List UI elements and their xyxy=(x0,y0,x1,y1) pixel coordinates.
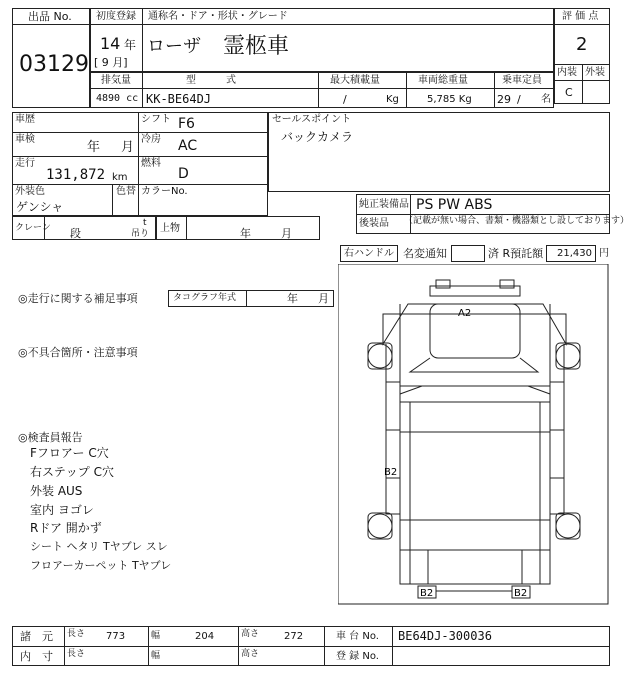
oem-label: 純正装備品 xyxy=(359,199,409,210)
chassis-value: BE64DJ-300036 xyxy=(398,629,492,643)
name-change-box xyxy=(451,245,485,262)
interior-grade-label: 内装 xyxy=(557,67,577,78)
inspector-report-title: ◎検査員報告 xyxy=(18,431,83,444)
vehicle-diagram xyxy=(338,264,610,610)
first-reg-year: 14 xyxy=(100,34,121,53)
shaken-month-unit: 月 xyxy=(121,140,135,155)
shaken-label: 車検 xyxy=(15,134,35,145)
damage-mark: B2 xyxy=(514,588,528,599)
spec-label: 諸 元 xyxy=(20,630,53,643)
max-load-value: / xyxy=(343,93,347,106)
gross-weight-label: 車両総重量 xyxy=(418,75,468,86)
gross-weight-value: 5,785 Kg xyxy=(427,94,472,105)
damage-mark: A2 xyxy=(458,308,472,319)
width-value: 204 xyxy=(195,631,215,642)
fuel-value: D xyxy=(178,166,189,182)
max-load-label: 最大積載量 xyxy=(330,75,380,86)
ext-color-value: ゲンシャ xyxy=(16,200,64,214)
sales-point-label: セールスポイント xyxy=(272,114,352,125)
tachograph-year: 年 xyxy=(287,292,298,305)
inspector-line: シート ヘタリ Tヤブレ スレ xyxy=(30,540,168,553)
oem-value: PS PW ABS xyxy=(416,197,493,213)
wheel-front-left xyxy=(368,344,392,368)
length-label: 長さ xyxy=(67,629,86,639)
grade-label: 評 価 点 xyxy=(562,11,599,22)
shaken-year-unit: 年 xyxy=(87,140,101,155)
mileage-label: 走行 xyxy=(15,158,35,169)
first-reg-month: [ 9 月] xyxy=(94,56,128,69)
inner-width-label: 幅 xyxy=(151,651,161,661)
lift-month: 月 xyxy=(281,227,292,240)
inspector-line: Rドア 開かず xyxy=(30,521,102,535)
diagram-frame xyxy=(338,264,608,604)
wheel-front-right xyxy=(556,344,580,368)
first-reg-label: 初度登録 xyxy=(96,11,136,22)
grade-value: 2 xyxy=(576,34,588,55)
wheel-rear-right xyxy=(556,514,580,538)
model-label: 型 式 xyxy=(186,75,236,86)
model-value: KK-BE64DJ xyxy=(146,92,212,106)
inspector-line: 室内 ヨゴレ xyxy=(30,503,94,517)
inspector-line: 外装 AUS xyxy=(30,484,83,498)
lift-label: 上物 xyxy=(160,223,180,234)
capacity-label: 乗車定員 xyxy=(502,75,542,86)
car-body: 霊柩車 xyxy=(223,34,290,59)
inspector-line: 右ステップ C穴 xyxy=(30,465,114,479)
lift-box xyxy=(156,216,320,240)
damage-mark: B2 xyxy=(384,467,398,478)
inspector-line: フロアーカーペット Tヤブレ xyxy=(30,559,172,572)
sales-point-value: バックカメラ xyxy=(281,130,354,144)
left-side-panel xyxy=(386,344,400,514)
exterior-grade-label: 外装 xyxy=(585,67,605,78)
steering-value: 右ハンドル xyxy=(344,248,394,259)
shift-value: F6 xyxy=(178,116,195,132)
capacity-value: 29 xyxy=(497,93,511,106)
crane-stage: 段 xyxy=(70,227,81,240)
color-code-label: カラーNo. xyxy=(141,186,188,197)
ext-color-label: 外装色 xyxy=(15,186,45,197)
capacity-unit: 名 xyxy=(541,94,551,105)
damage-mark: B2 xyxy=(420,588,434,599)
lot-number: 03129 xyxy=(19,52,89,77)
defect-notes-title: ◎不具合箇所・注意事項 xyxy=(18,346,138,359)
ac-label: 冷房 xyxy=(141,134,161,145)
displacement-label: 排気量 xyxy=(101,75,131,86)
right-mirror-stay xyxy=(500,280,514,288)
color-no-label: 色替 xyxy=(116,186,136,197)
displacement-value: 4890 cc xyxy=(96,93,139,104)
crane-hang: 吊り xyxy=(131,229,150,239)
inner-label: 内 寸 xyxy=(20,650,53,663)
crane-ton: t xyxy=(143,218,147,228)
aftermarket-note: （記載が無い場合、書類・機器類とし設しております） xyxy=(404,216,630,226)
max-load-unit: Kg xyxy=(386,94,399,105)
inner-length-label: 長さ xyxy=(67,649,86,659)
width-label: 幅 xyxy=(151,631,161,641)
ac-value: AC xyxy=(178,138,198,154)
windshield xyxy=(430,304,520,358)
history-label: 車歴 xyxy=(15,114,35,125)
crane-label: クレーン xyxy=(15,223,51,233)
body-outline xyxy=(400,304,550,584)
recycle-label: 済 R預託額 xyxy=(488,247,544,260)
shift-label: シフト xyxy=(141,114,171,125)
lot-label: 出品 No. xyxy=(28,10,72,23)
mileage-unit: km xyxy=(112,172,128,183)
inner-height-label: 高さ xyxy=(241,649,260,659)
wheel-rear-left xyxy=(368,514,392,538)
car-name: ローザ xyxy=(147,36,201,57)
reg-label: 登 録 No. xyxy=(336,651,379,662)
name-label: 通称名・ドア・形状・グレード xyxy=(148,11,288,22)
fuel-label: 燃料 xyxy=(141,158,161,169)
cowl xyxy=(410,358,538,372)
tachograph-label: タコグラフ年式 xyxy=(173,293,237,303)
chassis-label: 車 台 No. xyxy=(336,631,379,642)
driving-notes-title: ◎走行に関する補足事項 xyxy=(18,292,138,305)
height-label: 高さ xyxy=(241,629,260,639)
mileage-value: 131,872 xyxy=(46,167,106,183)
capacity-separator: / xyxy=(517,93,521,106)
yen-unit: 円 xyxy=(599,248,609,259)
name-change-label: 名変通知 xyxy=(403,247,447,260)
left-mirror-stay xyxy=(436,280,450,288)
recycle-amount: 21,430 xyxy=(557,248,592,259)
height-value: 272 xyxy=(284,631,304,642)
lift-year: 年 xyxy=(240,227,251,240)
interior-grade: C xyxy=(565,86,573,99)
tachograph-month: 月 xyxy=(318,292,329,305)
inspector-line: Fフロアー C穴 xyxy=(30,446,109,460)
length-value: 773 xyxy=(106,631,126,642)
first-reg-year-unit: 年 xyxy=(124,38,137,52)
aftermarket-label: 後装品 xyxy=(359,218,389,229)
cab-top xyxy=(383,304,566,344)
